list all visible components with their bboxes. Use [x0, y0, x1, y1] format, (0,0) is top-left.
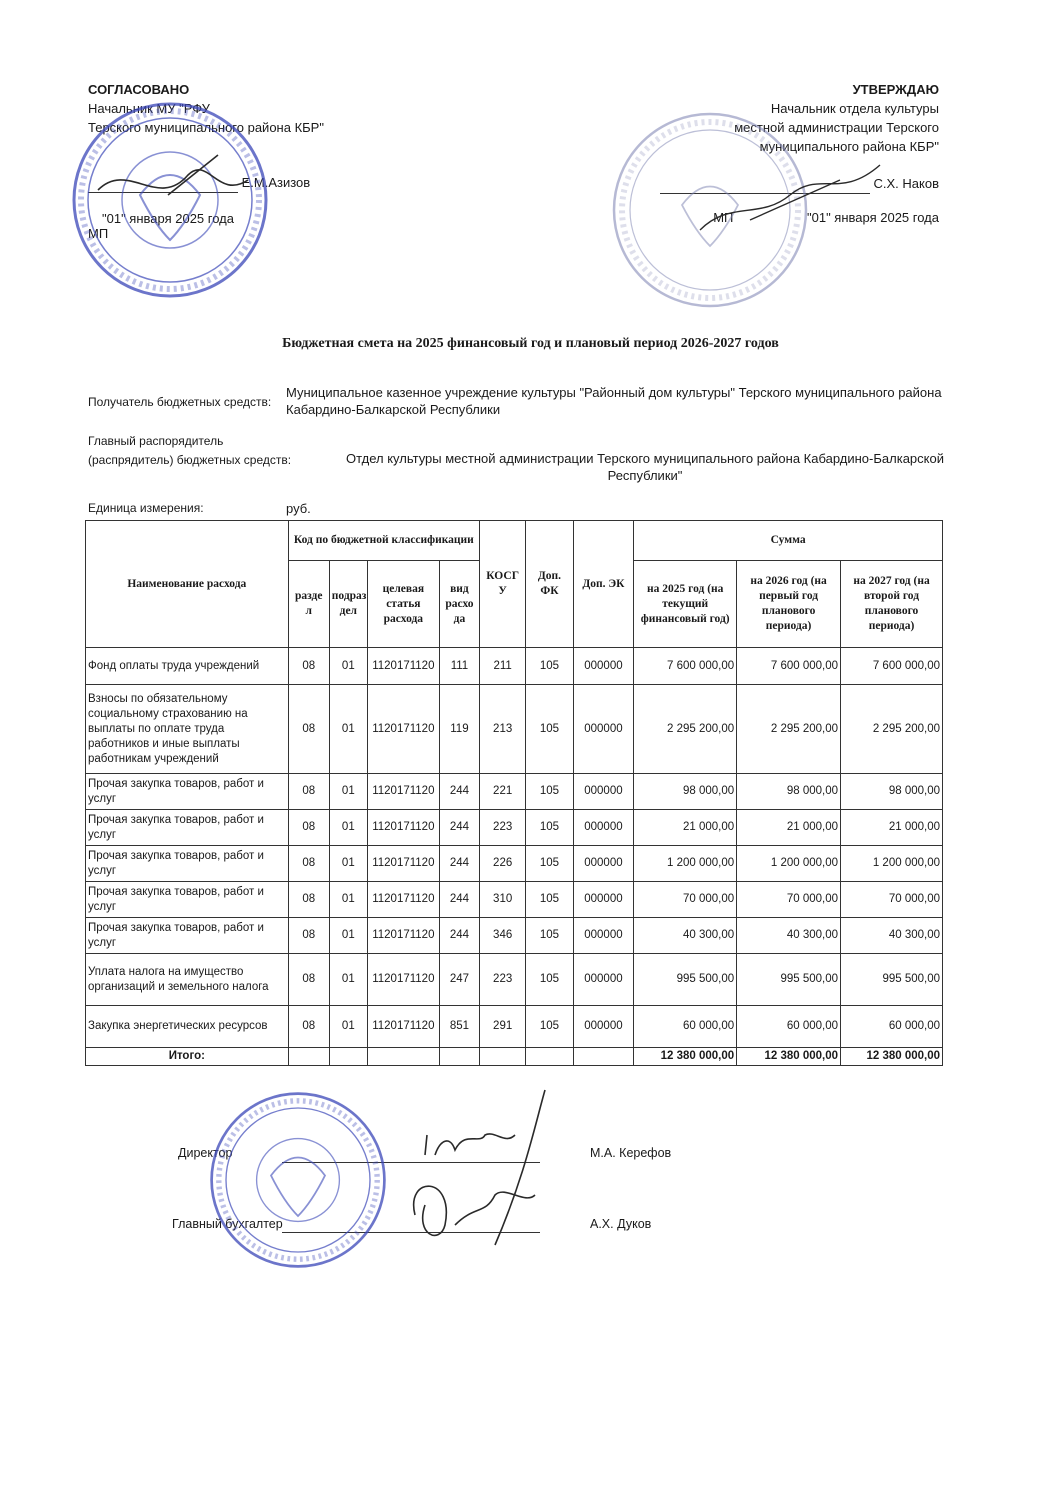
- row-name: Фонд оплаты труда учреждений: [86, 648, 289, 685]
- row-y2026: 995 500,00: [737, 954, 841, 1006]
- page-title: Бюджетная смета на 2025 финансовый год и плановый период 2026-2027 годов: [282, 336, 779, 351]
- row-y2027: 995 500,00: [841, 954, 943, 1006]
- manager-value: Отдел культуры местной администрации Терского муниципального района Кабардино-Балкарской Республики": [346, 451, 944, 483]
- row-article: 1120171120: [367, 810, 439, 846]
- header-razdel: разде л: [288, 561, 329, 648]
- row-dopfk: 105: [526, 882, 573, 918]
- manager-label-line1: Главный распорядитель: [88, 434, 224, 448]
- row-kosgu: 223: [480, 954, 526, 1006]
- row-y2025: 40 300,00: [634, 918, 737, 954]
- header-y2027: на 2027 год (на второй год планового периода): [841, 561, 943, 648]
- row-y2027: 40 300,00: [841, 918, 943, 954]
- row-dopek: 000000: [573, 954, 634, 1006]
- row-article: 1120171120: [367, 954, 439, 1006]
- table-row: [86, 1006, 943, 1048]
- row-razdel: 08: [288, 882, 329, 918]
- row-razdel: 08: [288, 648, 329, 685]
- approve-position-line2: местной администрации Терского: [734, 120, 939, 135]
- row-kosgu: 226: [480, 846, 526, 882]
- header-name: Наименование расхода: [86, 521, 289, 648]
- row-vid: 119: [439, 685, 479, 774]
- recipient-label: Получатель бюджетных средств:: [88, 395, 272, 409]
- row-y2025: 995 500,00: [634, 954, 737, 1006]
- row-dopek: 000000: [573, 846, 634, 882]
- total-empty-cell: [526, 1048, 573, 1066]
- row-y2027: 70 000,00: [841, 882, 943, 918]
- approve-name: С.Х. Наков: [873, 176, 939, 191]
- total-y2026: 12 380 000,00: [737, 1048, 841, 1066]
- table-row: [86, 846, 943, 882]
- row-y2025: 98 000,00: [634, 774, 737, 810]
- header-dopfk: Доп. ФК: [526, 521, 573, 648]
- row-podrazdel: 01: [329, 954, 367, 1006]
- total-empty-cell: [480, 1048, 526, 1066]
- recipient-value: Муниципальное казенное учреждение культуры "Районный дом культуры" Терского муниципального района Кабардино-Балкарской Республики: [286, 385, 942, 417]
- row-podrazdel: 01: [329, 810, 367, 846]
- unit-label: Единица измерения:: [88, 501, 204, 515]
- row-razdel: 08: [288, 1006, 329, 1048]
- row-kosgu: 211: [480, 648, 526, 685]
- row-y2027: 1 200 000,00: [841, 846, 943, 882]
- row-dopek: 000000: [573, 648, 634, 685]
- header-podrazdel: подраз дел: [329, 561, 367, 648]
- row-vid: 247: [439, 954, 479, 1006]
- director-signature-line: [282, 1162, 540, 1163]
- row-y2025: 21 000,00: [634, 810, 737, 846]
- row-dopek: 000000: [573, 774, 634, 810]
- row-name: Взносы по обязательному социальному страхованию на выплаты по оплате труда работников и иные выплаты работникам учреждений: [86, 685, 289, 774]
- row-podrazdel: 01: [329, 685, 367, 774]
- row-vid: 244: [439, 774, 479, 810]
- table-header-row-1: [86, 521, 943, 561]
- row-vid: 244: [439, 882, 479, 918]
- director-name: М.А. Керефов: [590, 1146, 672, 1160]
- row-kosgu: 310: [480, 882, 526, 918]
- row-dopfk: 105: [526, 774, 573, 810]
- row-vid: 851: [439, 1006, 479, 1048]
- approve-block: [660, 80, 939, 227]
- header-vid: вид расхо да: [439, 561, 479, 648]
- row-y2026: 1 200 000,00: [737, 846, 841, 882]
- accountant-signature-line: [282, 1232, 540, 1233]
- row-name: Прочая закупка товаров, работ и услуг: [86, 810, 289, 846]
- approve-mp: МП: [713, 210, 734, 225]
- row-article: 1120171120: [367, 846, 439, 882]
- total-label: Итого:: [86, 1048, 289, 1066]
- header-y2026: на 2026 год (на первый год планового периода): [737, 561, 841, 648]
- row-podrazdel: 01: [329, 648, 367, 685]
- row-dopfk: 105: [526, 918, 573, 954]
- row-kosgu: 221: [480, 774, 526, 810]
- row-y2025: 70 000,00: [634, 882, 737, 918]
- row-y2026: 2 295 200,00: [737, 685, 841, 774]
- approval-mp: МП: [88, 226, 109, 241]
- table-row: [86, 918, 943, 954]
- approve-signature-line: [660, 174, 870, 194]
- total-y2025: 12 380 000,00: [634, 1048, 737, 1066]
- handwritten-signature-icon: [395, 1085, 565, 1255]
- row-article: 1120171120: [367, 648, 439, 685]
- header-code-group: Код по бюджетной классификации: [288, 521, 479, 561]
- director-label: Директор: [178, 1146, 233, 1160]
- row-kosgu: 346: [480, 918, 526, 954]
- row-y2027: 98 000,00: [841, 774, 943, 810]
- row-y2025: 7 600 000,00: [634, 648, 737, 685]
- row-dopfk: 105: [526, 846, 573, 882]
- row-razdel: 08: [288, 810, 329, 846]
- row-kosgu: 291: [480, 1006, 526, 1048]
- table-row: [86, 774, 943, 810]
- approve-date-row: [660, 208, 939, 227]
- row-razdel: 08: [288, 685, 329, 774]
- approval-signature-line: [88, 173, 238, 193]
- approve-signature-row: [660, 174, 939, 194]
- row-article: 1120171120: [367, 882, 439, 918]
- row-name: Прочая закупка товаров, работ и услуг: [86, 918, 289, 954]
- budget-table: [85, 520, 943, 1066]
- header-dopek: Доп. ЭК: [573, 521, 634, 648]
- row-dopfk: 105: [526, 648, 573, 685]
- row-article: 1120171120: [367, 918, 439, 954]
- row-podrazdel: 01: [329, 882, 367, 918]
- approve-heading: УТВЕРЖДАЮ: [852, 82, 939, 97]
- row-y2025: 60 000,00: [634, 1006, 737, 1048]
- total-empty-cell: [329, 1048, 367, 1066]
- row-y2026: 21 000,00: [737, 810, 841, 846]
- approval-block: [88, 80, 324, 243]
- row-podrazdel: 01: [329, 1006, 367, 1048]
- row-article: 1120171120: [367, 774, 439, 810]
- row-podrazdel: 01: [329, 774, 367, 810]
- row-name: Прочая закупка товаров, работ и услуг: [86, 846, 289, 882]
- row-vid: 111: [439, 648, 479, 685]
- approve-date: "01" января 2025 года: [807, 210, 939, 225]
- table-total-row: [86, 1048, 943, 1066]
- approve-position-line1: Начальник отдела культуры: [770, 101, 939, 116]
- row-dopek: 000000: [573, 810, 634, 846]
- row-y2026: 40 300,00: [737, 918, 841, 954]
- row-razdel: 08: [288, 918, 329, 954]
- table-row: [86, 648, 943, 685]
- approve-position-line3: муниципального района КБР": [759, 139, 939, 154]
- row-dopek: 000000: [573, 1006, 634, 1048]
- manager-label-line2: (распрядитель) бюджетных средств:: [88, 453, 292, 467]
- table-row: [86, 954, 943, 1006]
- row-y2025: 2 295 200,00: [634, 685, 737, 774]
- row-dopfk: 105: [526, 1006, 573, 1048]
- round-stamp-icon: [208, 1090, 388, 1270]
- row-y2026: 7 600 000,00: [737, 648, 841, 685]
- row-vid: 244: [439, 846, 479, 882]
- total-empty-cell: [439, 1048, 479, 1066]
- row-razdel: 08: [288, 774, 329, 810]
- row-y2026: 60 000,00: [737, 1006, 841, 1048]
- row-kosgu: 213: [480, 685, 526, 774]
- table-row: [86, 810, 943, 846]
- row-name: Прочая закупка товаров, работ и услуг: [86, 774, 289, 810]
- row-article: 1120171120: [367, 1006, 439, 1048]
- row-vid: 244: [439, 810, 479, 846]
- approval-name: Е.М.Азизов: [241, 175, 311, 190]
- table-row: [86, 882, 943, 918]
- approval-date: "01" января 2025 года: [102, 211, 234, 226]
- row-y2027: 2 295 200,00: [841, 685, 943, 774]
- row-y2027: 7 600 000,00: [841, 648, 943, 685]
- header-kosgu: КОСГ У: [480, 521, 526, 648]
- approval-signature-row: [88, 173, 324, 193]
- approval-position-line1: Начальник МУ "РФУ: [88, 101, 210, 116]
- row-article: 1120171120: [367, 685, 439, 774]
- row-razdel: 08: [288, 846, 329, 882]
- row-podrazdel: 01: [329, 846, 367, 882]
- row-razdel: 08: [288, 954, 329, 1006]
- row-kosgu: 223: [480, 810, 526, 846]
- row-name: Прочая закупка товаров, работ и услуг: [86, 882, 289, 918]
- row-dopek: 000000: [573, 918, 634, 954]
- row-y2027: 60 000,00: [841, 1006, 943, 1048]
- row-name: Закупка энергетических ресурсов: [86, 1006, 289, 1048]
- row-vid: 244: [439, 918, 479, 954]
- header-sum-group: Сумма: [634, 521, 943, 561]
- row-dopfk: 105: [526, 954, 573, 1006]
- header-article: целевая статья расхода: [367, 561, 439, 648]
- row-dopek: 000000: [573, 685, 634, 774]
- row-dopfk: 105: [526, 685, 573, 774]
- total-empty-cell: [573, 1048, 634, 1066]
- row-y2026: 70 000,00: [737, 882, 841, 918]
- total-empty-cell: [288, 1048, 329, 1066]
- total-empty-cell: [367, 1048, 439, 1066]
- row-dopek: 000000: [573, 882, 634, 918]
- accountant-label: Главный бухгалтер: [172, 1217, 283, 1231]
- row-dopfk: 105: [526, 810, 573, 846]
- row-name: Уплата налога на имущество организаций и земельного налога: [86, 954, 289, 1006]
- row-y2026: 98 000,00: [737, 774, 841, 810]
- total-y2027: 12 380 000,00: [841, 1048, 943, 1066]
- header-y2025: на 2025 год (на текущий финансовый год): [634, 561, 737, 648]
- row-podrazdel: 01: [329, 918, 367, 954]
- table-row: [86, 685, 943, 774]
- approval-position-line2: Терского муниципального района КБР": [88, 120, 324, 135]
- row-y2027: 21 000,00: [841, 810, 943, 846]
- unit-value: руб.: [286, 501, 311, 516]
- accountant-name: А.Х. Дуков: [590, 1217, 652, 1231]
- approval-heading: СОГЛАСОВАНО: [88, 82, 190, 97]
- row-y2025: 1 200 000,00: [634, 846, 737, 882]
